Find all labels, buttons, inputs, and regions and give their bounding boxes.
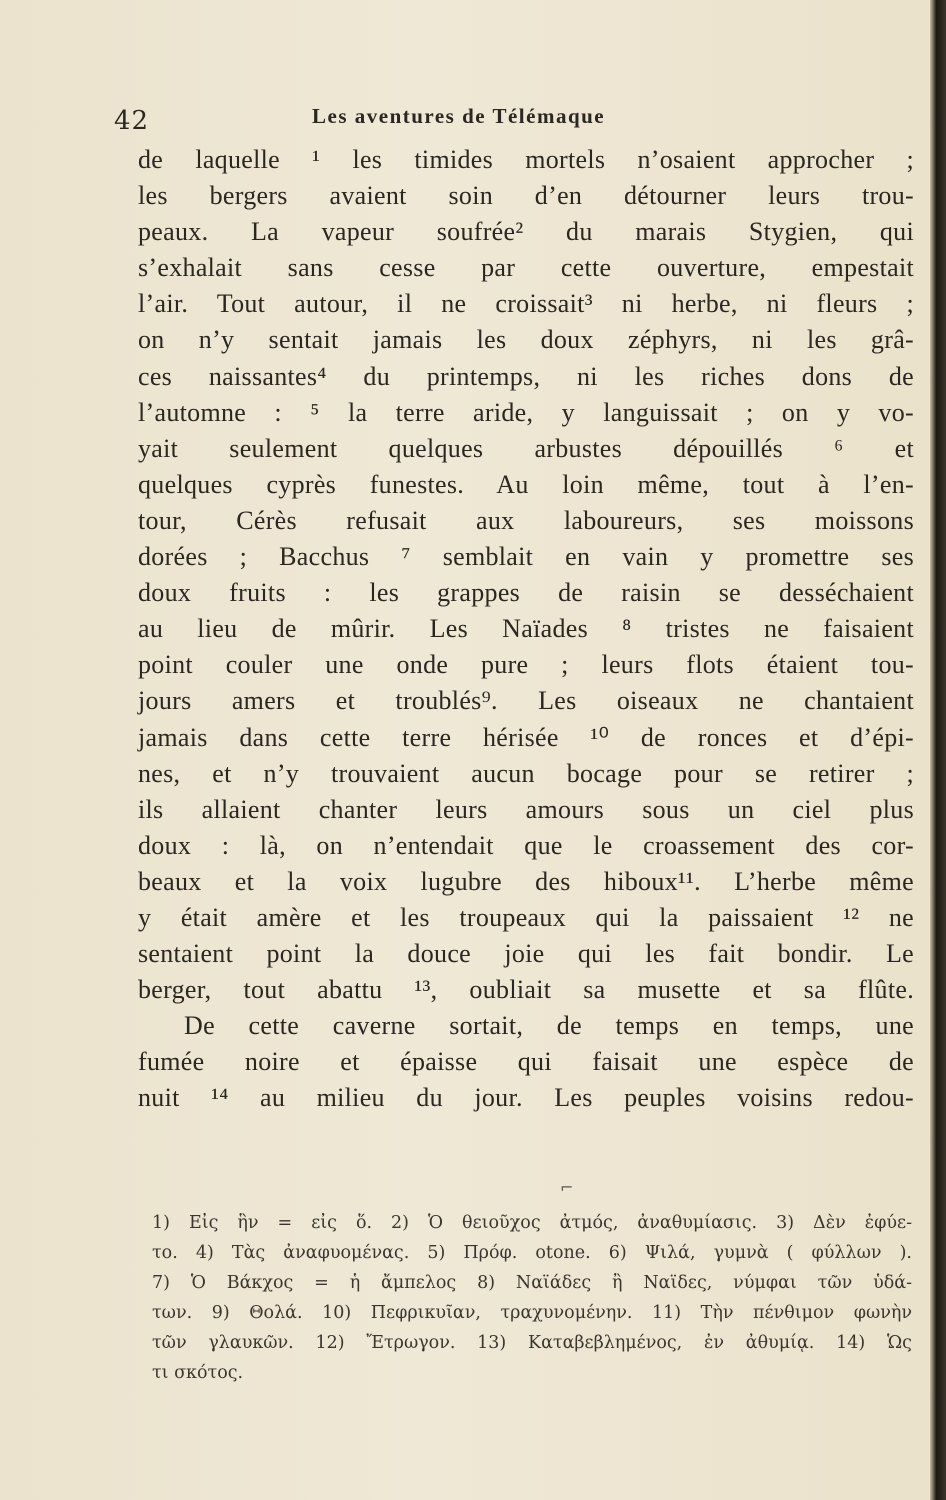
text-line: doux : là, on n’entendait que le croassement des cor- (138, 830, 914, 860)
text-line: nuit ¹⁴ au milieu du jour. Les peuples voisins redou- (138, 1083, 914, 1113)
text-line: yait seulement quelques arbustes dépouillés ⁶ et (138, 433, 914, 463)
text-line: l’air. Tout autour, il ne croissait³ ni herbe, ni fleurs ; (138, 289, 914, 319)
footnote-line: των. 9) Θολά. 10) Πεφρικυῖαν, τραχυνομένην. 11) Τὴν πένθιμον φωνὴν (152, 1303, 912, 1323)
text-line: de laquelle ¹ les timides mortels n’osaient approcher ; (138, 145, 914, 174)
footnote-line: 7) Ὁ Βάκχος = ἡ ἄμπελος 8) Ναϊάδες ἢ Ναϊδες, νύμφαι τῶν ὑδά- (152, 1273, 912, 1293)
footnote-line: τι σκότος. (152, 1363, 244, 1383)
page-header (114, 100, 734, 144)
text-line: s’exhalait sans cesse par cette ouverture, empestait (138, 253, 914, 283)
text-line: tour, Cérès refusait aux laboureurs, ses moissons (138, 505, 914, 535)
text-line: ces naissantes⁴ du printemps, ni les riches dons de (138, 361, 914, 391)
text-line: berger, tout abattu ¹³, oubliait sa musette et sa flûte. (138, 975, 914, 1005)
page-edge-shadow (930, 0, 946, 1500)
text-line: point couler une onde pure ; leurs flots étaient tou- (138, 650, 914, 680)
text-line: doux fruits : les grappes de raisin se desséchaient (138, 578, 914, 608)
text-line: les bergers avaient soin d’en détourner leurs trou- (138, 181, 914, 211)
footnotes (152, 1208, 912, 1388)
footnote-line: 1) Εἰς ἣν = εἰς ὅ. 2) Ὁ θειοῦχος ἀτμός, ἀναθυμίασις. 3) Δὲν ἐφύε- (152, 1213, 912, 1233)
text-line: on n’y sentait jamais les doux zéphyrs, ni les grâ- (138, 325, 914, 355)
text-line: sentaient point la douce joie qui les fait bondir. Le (138, 939, 914, 969)
text-line: y était amère et les troupeaux qui la paissaient ¹² ne (138, 902, 914, 932)
running-title: Les aventures de Télémaque (312, 104, 606, 128)
footnote-line: τῶν γλαυκῶν. 12) Ἔτρωγον. 13) Καταβεβλημένος, ἐν ἀθυμίᾳ. 14) Ὡς (152, 1333, 912, 1353)
text-line: quelques cyprès funestes. Au loin même, tout à l’en- (138, 469, 914, 499)
footnote-line: το. 4) Τὰς ἀναφυομένας. 5) Πρόφ. otone. 6) Ψιλά, γυμνὰ ( φύλλων ). (152, 1243, 912, 1263)
text-line: beaux et la voix lugubre des hiboux¹¹. L’herbe même (138, 866, 914, 896)
text-line: jours amers et troublés⁹. Les oiseaux ne chantaient (138, 686, 914, 716)
text-line: l’automne : ⁵ la terre aride, y languissait ; on y vo- (138, 397, 914, 427)
text-line: fumée noire et épaisse qui faisait une espèce de (138, 1047, 914, 1077)
text-line: De cette caverne sortait, de temps en temps, une (184, 1011, 914, 1041)
text-line: peaux. La vapeur soufrée² du marais Stygien, qui (138, 217, 914, 247)
text-line: dorées ; Bacchus ⁷ semblait en vain y promettre ses (138, 542, 914, 572)
main-text (138, 142, 914, 1117)
text-line: nes, et n’y trouvaient aucun bocage pour se retirer ; (138, 758, 914, 788)
text-line: jamais dans cette terre hérisée ¹⁰ de ronces et d’épi- (138, 722, 914, 752)
text-line: ils allaient chanter leurs amours sous un ciel plus (138, 794, 914, 824)
page-number: 42 (114, 106, 150, 136)
footnote-separator-mark: ⌐ (560, 1178, 574, 1197)
text-line: au lieu de mûrir. Les Naïades ⁸ tristes ne faisaient (138, 614, 914, 644)
